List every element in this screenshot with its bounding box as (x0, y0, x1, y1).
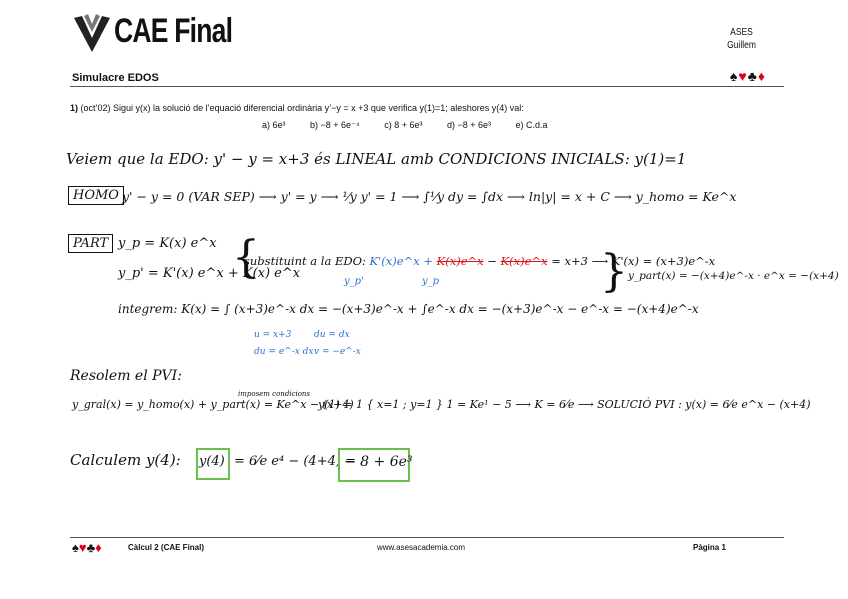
left-brace: { (232, 232, 260, 283)
calc-prefix: Calculem y(4): (70, 451, 181, 469)
section-title: Simulacre EDOS (72, 72, 159, 84)
pvi-resolution: y(1) = 1 { x=1 ; y=1 } 1 = Ke¹ − 5 ⟶ K = 6⁄e ⟶ SOLUCIÓ PVI : y(x) = 6⁄e e^x − (x+4) (318, 398, 811, 411)
calc-middle: = 6⁄e e⁴ − (4+4) = (234, 454, 356, 469)
particular-derivative: y_p' = K'(x) e^x + K(x) e^x (118, 266, 301, 281)
heart-icon: ♥ (78, 540, 87, 555)
parts-du-dx: du = dx (314, 330, 350, 340)
author-line-1: ASES (730, 27, 753, 38)
footer-suits-icon (72, 540, 102, 555)
footer-divider (70, 537, 784, 538)
brace-label-yp: y_p (422, 276, 440, 287)
option-d: d) −8 + 6e³ (447, 120, 492, 130)
part-label: PART (68, 234, 113, 253)
homo-label: HOMO (68, 186, 124, 205)
option-b: b) −8 + 6e⁻⁴ (310, 120, 360, 130)
substitution-line: substituint a la EDO: K'(x)e^x + K(x)e^x − K(x)e^x = x+3 ⟶ K'(x) = (x+3)e^-x (244, 254, 716, 268)
general-solution: y_gral(x) = y_homo(x) + y_part(x) = Ke^x − (x+4) (72, 398, 354, 411)
right-brace: } (600, 246, 628, 297)
parts-du: du = e^-x dx (254, 347, 314, 357)
brand-title: CAE Final (114, 12, 233, 50)
cancelled-term-1: K(x)e^x (436, 254, 484, 268)
logo-icon (72, 12, 112, 56)
card-suits-icon (730, 68, 766, 84)
footer-url: www.asesacademia.com (377, 543, 466, 552)
calc-answer: − 8 + 6e³ (344, 454, 413, 470)
brace-label-yp-prime: y_p' (344, 276, 364, 287)
solution-intro: Veiem que la EDO: y' − y = x+3 és LINEAL amb CONDICIONS INICIALS: y(1)=1 (66, 150, 687, 168)
question-text: (oct’02) Sigui y(x) la solució de l’equació diferencial ordinària y’−y = x +3 que verifica y(1)=1; aleshores y(4) val: (80, 103, 524, 113)
header-divider (70, 86, 784, 87)
option-c: c) 8 + 6e³ (384, 120, 423, 130)
spade-icon: ♠ (72, 540, 79, 555)
spade-icon: ♠ (729, 68, 739, 84)
answer-options (262, 120, 570, 131)
parts-u: u = x+3 (254, 330, 292, 340)
diamond-icon: ♦ (757, 68, 766, 84)
parts-v: v = −e^-x (314, 347, 361, 357)
pvi-title: Resolem el PVI: (70, 368, 182, 384)
calc-lhs: y(4) (199, 454, 225, 469)
homo-derivation: y' − y = 0 (VAR SEP) ⟶ y' = y ⟶ ¹⁄y y' = 1 ⟶ ∫¹⁄y dy = ∫dx ⟶ ln|y| = x + C ⟶ y_homo = Ke^x (122, 189, 737, 204)
diamond-icon: ♦ (95, 540, 102, 555)
footer-page-number: Pàgina 1 (693, 543, 726, 552)
author-line-2: Guillem (727, 40, 756, 51)
integration-step: integrem: K(x) = ∫ (x+3)e^-x dx = −(x+3)e^-x + ∫e^-x dx = −(x+3)e^-x − e^-x = −(x+4)e^-x (118, 302, 699, 316)
option-e: e) C.d.a (515, 120, 548, 130)
author-block (727, 26, 756, 52)
option-a: a) 6e³ (262, 120, 286, 130)
club-icon: ♣ (86, 540, 96, 555)
cancelled-term-2: K(x)e^x (500, 254, 548, 268)
impose-conditions-label: imposem condicions (238, 390, 311, 398)
particular-ansatz: y_p = K(x) e^x (118, 236, 217, 251)
footer-course: Càlcul 2 (CAE Final) (128, 543, 205, 552)
question-number: 1) (70, 103, 79, 113)
heart-icon: ♥ (738, 68, 748, 84)
particular-solution: y_part(x) = −(x+4)e^-x · e^x = −(x+4) (628, 270, 839, 282)
club-icon: ♣ (747, 68, 758, 84)
question-statement (70, 103, 524, 113)
